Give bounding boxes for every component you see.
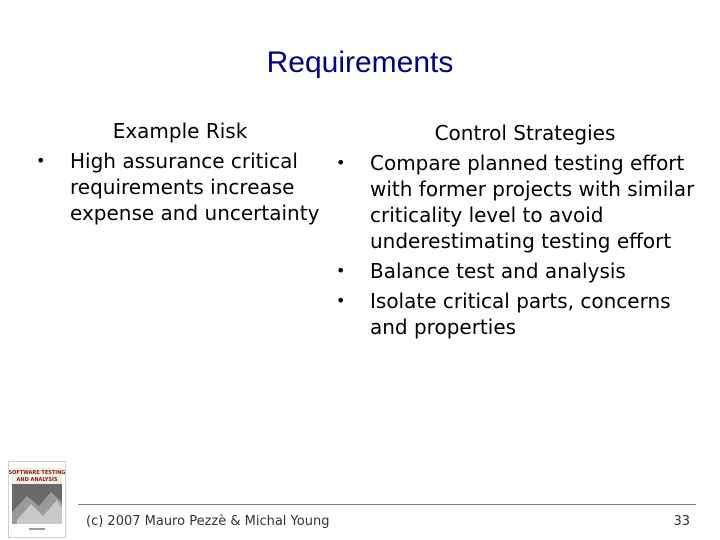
svg-text:AND ANALYSIS: AND ANALYSIS xyxy=(16,477,58,483)
footer-copyright: (c) 2007 Mauro Pezzè & Michal Young xyxy=(86,514,330,529)
right-bullet-list xyxy=(330,150,710,340)
footer-divider xyxy=(78,504,696,505)
bullet-text: Compare planned testing effort with former projects with similar criticality level to avoid underestimating testing effort xyxy=(370,151,695,253)
bullet-icon: • xyxy=(336,153,346,172)
slide-title: Requirements xyxy=(266,46,454,79)
bullet-icon: • xyxy=(36,151,46,170)
bullet-text: Isolate critical parts, concerns and properties xyxy=(370,289,671,339)
page-number: 33 xyxy=(673,514,690,529)
right-column xyxy=(330,118,710,344)
bullet-icon: • xyxy=(336,291,346,310)
right-column-heading: Control Strategies xyxy=(434,121,616,145)
left-bullet-list xyxy=(30,148,320,226)
bullet-icon: • xyxy=(336,261,346,280)
left-column-heading: Example Risk xyxy=(112,119,248,143)
bullet-text: Balance test and analysis xyxy=(370,259,626,283)
list-item xyxy=(330,150,710,254)
svg-text:SOFTWARE TESTING: SOFTWARE TESTING xyxy=(9,470,65,476)
list-item xyxy=(330,258,710,284)
left-column xyxy=(30,118,320,230)
bullet-text: High assurance critical requirements increase expense and uncertainty xyxy=(70,149,320,225)
book-cover-icon xyxy=(9,462,65,537)
list-item xyxy=(330,288,710,340)
list-item xyxy=(30,148,320,226)
book-cover-image xyxy=(8,461,66,538)
